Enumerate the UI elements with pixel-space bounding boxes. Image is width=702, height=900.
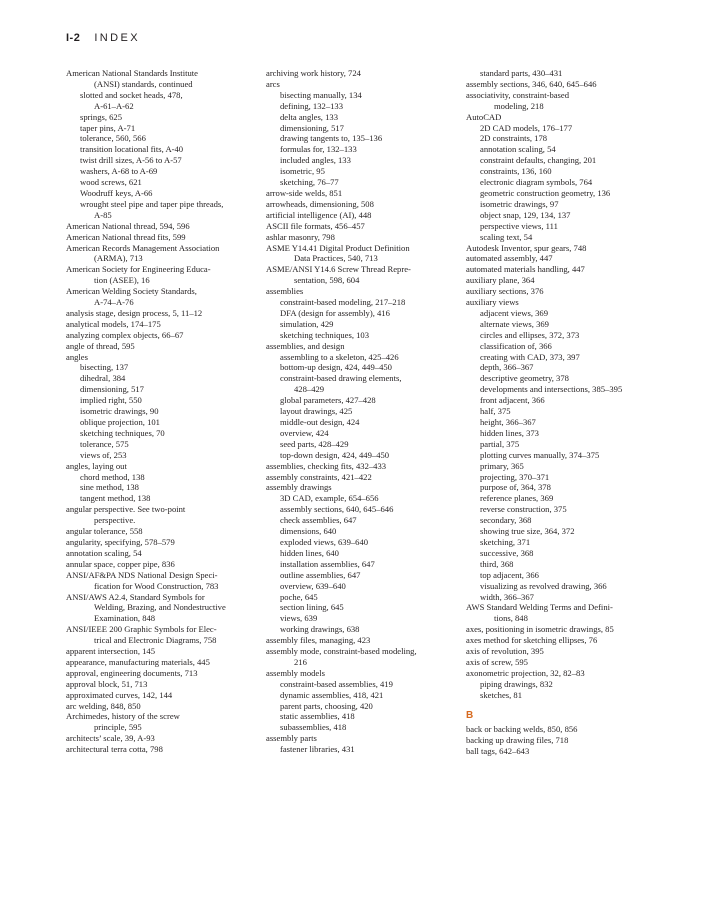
index-entry: assembly mode, constraint-based modeling, <box>266 646 417 657</box>
index-entry: architects’ scale, 39, A-93 <box>66 733 155 744</box>
index-entry: fastener libraries, 431 <box>280 744 355 755</box>
index-entry: ANSI/IEEE 200 Graphic Symbols for Elec- <box>66 624 217 635</box>
index-entry: principle, 595 <box>94 722 142 733</box>
index-entry: A-74–A-76 <box>94 297 134 308</box>
index-entry: working drawings, 638 <box>280 624 360 635</box>
index-entry: 216 <box>294 656 307 667</box>
index-entry: auxiliary plane, 364 <box>466 275 535 286</box>
index-entry: primary, 365 <box>480 460 524 471</box>
index-entry: electronic diagram symbols, 764 <box>480 177 593 188</box>
index-entry: assembly models <box>266 667 325 678</box>
index-entry: constraint defaults, changing, 201 <box>480 155 597 166</box>
index-entry: associativity, constraint-based <box>466 89 570 100</box>
index-entry: angular perspective. See two-point <box>66 504 186 515</box>
index-entry: angle of thread, 595 <box>66 340 135 351</box>
index-entry: geometric construction geometry, 136 <box>480 187 611 198</box>
index-entry: classification of, 366 <box>480 340 552 351</box>
index-entry: apparent intersection, 145 <box>66 646 156 657</box>
index-entry: angularity, specifying, 578–579 <box>66 536 175 547</box>
index-entry: piping drawings, 832 <box>480 678 553 689</box>
index-entry: arrow-side welds, 851 <box>266 187 343 198</box>
index-entry: bisecting, 137 <box>80 362 129 373</box>
index-entry: wrought steel pipe and taper pipe threads, <box>80 198 224 209</box>
index-entry: adjacent views, 369 <box>480 307 549 318</box>
index-entry: Examination, 848 <box>94 613 156 624</box>
index-entry: circles and ellipses, 372, 373 <box>480 329 580 340</box>
index-entry: isometric drawings, 90 <box>80 406 159 417</box>
index-entry: A-85 <box>94 209 112 220</box>
index-entry: Autodesk Inventor, spur gears, 748 <box>466 242 587 253</box>
index-entry: developments and intersections, 385–395 <box>480 384 623 395</box>
index-entry: analyzing complex objects, 66–67 <box>66 329 184 340</box>
index-entry: hidden lines, 640 <box>280 547 339 558</box>
index-entry: analytical models, 174–175 <box>66 318 161 329</box>
index-entry: dihedral, 384 <box>80 373 126 384</box>
index-entry: sentation, 598, 604 <box>294 275 360 286</box>
index-entry: 2D constraints, 178 <box>480 133 548 144</box>
index-entry: axis of screw, 595 <box>466 656 528 667</box>
index-entry: width, 366–367 <box>480 591 534 602</box>
index-entry: overview, 639–640 <box>280 580 346 591</box>
index-entry: check assemblies, 647 <box>280 515 357 526</box>
index-entry: slotted and socket heads, 478, <box>80 89 183 100</box>
index-entry: descriptive geometry, 378 <box>480 373 569 384</box>
index-entry: views, 639 <box>280 613 318 624</box>
index-entry: ashlar masonry, 798 <box>266 231 335 242</box>
index-entry: included angles, 133 <box>280 155 351 166</box>
index-entry: annotation scaling, 54 <box>66 547 142 558</box>
index-entry: fication for Wood Construction, 783 <box>94 580 219 591</box>
index-entry: axonometric projection, 32, 82–83 <box>466 667 585 678</box>
index-entry: scaling text, 54 <box>480 231 533 242</box>
index-entry: arrowheads, dimensioning, 508 <box>266 198 374 209</box>
index-entry: partial, 375 <box>480 438 520 449</box>
running-header <box>66 32 140 44</box>
index-entry: sketching techniques, 103 <box>280 329 370 340</box>
index-entry: approval, engineering documents, 713 <box>66 667 198 678</box>
index-entry: automated assembly, 447 <box>466 253 553 264</box>
index-entry: American Records Management Association <box>66 242 220 253</box>
index-entry: height, 366–367 <box>480 417 536 427</box>
index-column-3 <box>466 68 666 757</box>
index-entry: front adjacent, 366 <box>480 395 545 406</box>
index-entry: defining, 132–133 <box>280 100 344 111</box>
index-entry: angular tolerance, 558 <box>66 526 143 537</box>
index-entry: layout drawings, 425 <box>280 406 353 417</box>
index-entry: artificial intelligence (AI), 448 <box>266 209 372 220</box>
index-entry: standard parts, 430–431 <box>480 68 563 78</box>
index-entry: springs, 625 <box>80 111 123 122</box>
index-entry: sketching, 76–77 <box>280 177 339 188</box>
index-entry: depth, 366–367 <box>480 362 534 373</box>
index-entry: auxiliary views <box>466 297 519 308</box>
index-entry: dimensioning, 517 <box>280 122 344 133</box>
index-entry: showing true size, 364, 372 <box>480 526 575 537</box>
index-entry: isometric drawings, 97 <box>480 198 559 209</box>
index-entry: (ANSI) standards, continued <box>94 78 193 89</box>
index-entry: isometric, 95 <box>280 166 325 177</box>
index-entry: appearance, manufacturing materials, 445 <box>66 656 210 667</box>
index-entry: implied right, 550 <box>80 395 142 406</box>
index-entry: plotting curves manually, 374–375 <box>480 449 600 460</box>
index-entry: bisecting manually, 134 <box>280 89 362 100</box>
index-entry: delta angles, 133 <box>280 111 338 122</box>
index-entry: middle-out design, 424 <box>280 417 360 427</box>
index-entry: views of, 253 <box>80 449 127 460</box>
index-letter-heading: B <box>466 709 474 721</box>
page-number: I-2 <box>66 32 81 44</box>
index-entry: angles, laying out <box>66 460 127 471</box>
index-entry: automated materials handling, 447 <box>466 264 585 275</box>
index-entry: taper pins, A-71 <box>80 122 136 133</box>
index-entry: sketching, 371 <box>480 536 531 547</box>
index-entry: chord method, 138 <box>80 471 145 482</box>
index-entry: dimensions, 640 <box>280 526 337 537</box>
index-entry: top adjacent, 366 <box>480 569 539 580</box>
index-entry: assemblies, and design <box>266 340 345 351</box>
index-entry: ball tags, 642–643 <box>466 746 530 757</box>
index-entry: transition locational fits, A-40 <box>80 144 184 155</box>
index-entry: AWS Standard Welding Terms and Defini- <box>466 602 613 613</box>
index-entry: tion (ASEE), 16 <box>94 275 150 286</box>
index-entry: modeling, 218 <box>494 100 544 111</box>
index-entry: axes, positioning in isometric drawings, 85 <box>466 624 614 635</box>
index-entry: approximated curves, 142, 144 <box>66 689 173 700</box>
index-entry: assembly sections, 640, 645–646 <box>280 504 394 515</box>
index-entry: American Society for Engineering Educa- <box>66 264 211 275</box>
index-column-2 <box>266 68 461 755</box>
index-entry: installation assemblies, 647 <box>280 558 375 569</box>
index-entry: section lining, 645 <box>280 602 344 613</box>
index-entry: assembling to a skeleton, 425–426 <box>280 351 399 362</box>
index-entry: constraint-based modeling, 217–218 <box>280 297 406 308</box>
index-entry: sketching techniques, 70 <box>80 427 165 438</box>
index-entry: assembly drawings <box>266 482 332 493</box>
index-entry: alternate views, 369 <box>480 318 549 329</box>
index-entry: DFA (design for assembly), 416 <box>280 307 390 318</box>
index-entry: exploded views, 639–640 <box>280 536 369 547</box>
index-entry: dimensioning, 517 <box>80 384 144 395</box>
index-entry: trical and Electronic Diagrams, 758 <box>94 635 217 646</box>
index-entry: back or backing welds, 850, 856 <box>466 724 578 735</box>
index-entry: projecting, 370–371 <box>480 471 550 482</box>
index-entry: ASME Y14.41 Digital Product Definition <box>266 242 410 253</box>
index-entry: assembly parts <box>266 733 317 744</box>
index-entry: wood screws, 621 <box>80 177 142 188</box>
index-entry: washers, A-68 to A-69 <box>80 166 158 177</box>
index-entry: assemblies <box>266 286 304 297</box>
index-entry: perspective views, 111 <box>480 220 558 231</box>
index-entry: parent parts, choosing, 420 <box>280 700 373 711</box>
index-entry: American National thread fits, 599 <box>66 231 186 242</box>
index-entry: visualizing as revolved drawing, 366 <box>480 580 607 591</box>
index-entry: Data Practices, 540, 713 <box>294 253 378 264</box>
index-entry: successive, 368 <box>480 547 534 558</box>
index-entry: perspective. <box>94 515 136 526</box>
index-entry: constraints, 136, 160 <box>480 166 552 177</box>
index-entry: annotation scaling, 54 <box>480 144 556 155</box>
index-entry: axes method for sketching ellipses, 76 <box>466 635 598 646</box>
index-entry: object snap, 129, 134, 137 <box>480 209 571 220</box>
index-entry: overview, 424 <box>280 427 329 438</box>
index-entry: 2D CAD models, 176–177 <box>480 122 573 133</box>
index-entry: (ARMA), 713 <box>94 253 143 264</box>
index-entry: ANSI/AF&PA NDS National Design Speci- <box>66 569 218 580</box>
index-entry: outline assemblies, 647 <box>280 569 361 580</box>
index-entry: arcs <box>266 78 280 89</box>
index-entry: secondary, 368 <box>480 515 532 526</box>
index-entry: tolerance, 575 <box>80 438 129 449</box>
index-entry: ANSI/AWS A2.4, Standard Symbols for <box>66 591 205 602</box>
index-entry: archiving work history, 724 <box>266 68 361 78</box>
index-entry: American National thread, 594, 596 <box>66 220 190 231</box>
index-entry: reverse construction, 375 <box>480 504 567 515</box>
index-entry: constraint-based assemblies, 419 <box>280 678 393 689</box>
index-entry: arc welding, 848, 850 <box>66 700 141 711</box>
index-entry: assembly sections, 346, 640, 645–646 <box>466 78 597 89</box>
index-entry: ASCII file formats, 456–457 <box>266 220 365 231</box>
index-entry: American National Standards Institute <box>66 68 198 78</box>
index-entry: annular space, copper pipe, 836 <box>66 558 175 569</box>
index-entry: poche, 645 <box>280 591 318 602</box>
index-entry: tolerance, 560, 566 <box>80 133 146 144</box>
index-entry: axis of revolution, 395 <box>466 646 544 657</box>
index-entry: architectural terra cotta, 798 <box>66 744 163 755</box>
index-entry: dynamic assemblies, 418, 421 <box>280 689 384 700</box>
index-entry: third, 368 <box>480 558 514 569</box>
index-entry: assemblies, checking fits, 432–433 <box>266 460 387 471</box>
index-entry: ASME/ANSI Y14.6 Screw Thread Repre- <box>266 264 411 275</box>
index-entry: twist drill sizes, A-56 to A-57 <box>80 155 182 166</box>
index-entry: reference planes, 369 <box>480 493 554 504</box>
index-entry: 3D CAD, example, 654–656 <box>280 493 379 504</box>
index-entry: constraint-based drawing elements, <box>280 373 402 384</box>
index-entry: Woodruff keys, A-66 <box>80 187 153 198</box>
index-entry: seed parts, 428–429 <box>280 438 349 449</box>
index-entry: approval block, 51, 713 <box>66 678 148 689</box>
header-title: INDEX <box>94 32 140 44</box>
index-entry: angles <box>66 351 88 362</box>
index-entry: assembly constraints, 421–422 <box>266 471 372 482</box>
index-entry: A-61–A-62 <box>94 100 134 111</box>
index-entry: oblique projection, 101 <box>80 417 160 427</box>
index-entry: sine method, 138 <box>80 482 139 493</box>
index-entry: drawing tangents to, 135–136 <box>280 133 383 144</box>
index-entry: Welding, Brazing, and Nondestructive <box>94 602 226 613</box>
index-entry: half, 375 <box>480 406 511 417</box>
index-entry: creating with CAD, 373, 397 <box>480 351 580 362</box>
index-entry: static assemblies, 418 <box>280 711 355 722</box>
index-entry: analysis stage, design process, 5, 11–12 <box>66 307 203 318</box>
index-entry: formulas for, 132–133 <box>280 144 357 155</box>
index-column-1 <box>66 68 261 755</box>
index-entry: bottom-up design, 424, 449–450 <box>280 362 392 373</box>
index-entry: American Welding Society Standards, <box>66 286 197 297</box>
index-entry: global parameters, 427–428 <box>280 395 376 406</box>
index-entry: simulation, 429 <box>280 318 334 329</box>
index-entry: purpose of, 364, 378 <box>480 482 551 493</box>
index-entry: AutoCAD <box>466 111 502 122</box>
index-entry: assembly files, managing, 423 <box>266 635 371 646</box>
index-entry: tions, 848 <box>494 613 528 624</box>
index-entry: 428–429 <box>294 384 325 395</box>
index-entry: tangent method, 138 <box>80 493 151 504</box>
index-entry: Archimedes, history of the screw <box>66 711 180 722</box>
index-entry: backing up drawing files, 718 <box>466 735 569 746</box>
index-entry: hidden lines, 373 <box>480 427 539 438</box>
index-entry: sketches, 81 <box>480 689 523 700</box>
index-entry: subassemblies, 418 <box>280 722 347 733</box>
index-entry: auxiliary sections, 376 <box>466 286 544 297</box>
index-entry: top-down design, 424, 449–450 <box>280 449 390 460</box>
